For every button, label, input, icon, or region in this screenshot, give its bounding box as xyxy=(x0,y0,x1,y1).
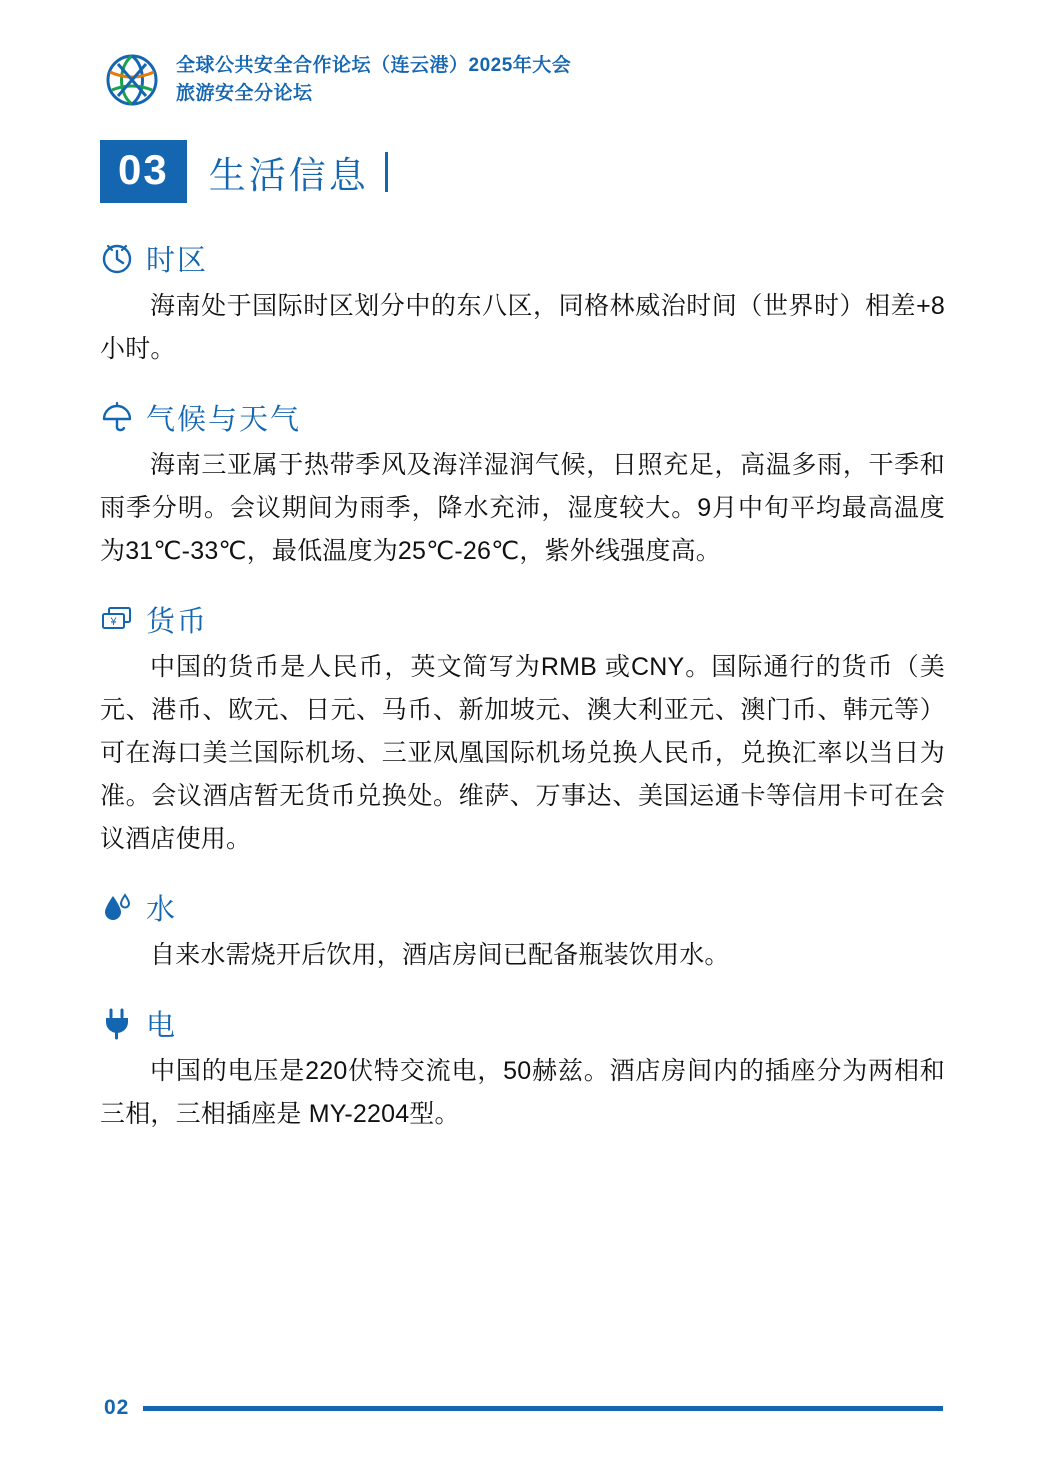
subsection-header xyxy=(100,238,945,279)
subsection-header xyxy=(100,887,945,928)
section-heading-divider xyxy=(385,152,388,192)
power-plug-icon xyxy=(100,1007,134,1041)
document-header xyxy=(104,52,571,108)
content-block-timezone xyxy=(100,238,945,371)
subsection-paragraph: 中国的电压是220伏特交流电，50赫兹。酒店房间内的插座分为两相和三相，三相插座是 MY-2204型。 xyxy=(100,1057,945,1128)
header-title-group xyxy=(176,54,571,106)
document-content xyxy=(100,212,945,1142)
subsection-paragraph: 自来水需烧开后饮用，酒店房间已配备瓶装饮用水。 xyxy=(150,941,730,969)
subsection-paragraph: 海南三亚属于热带季风及海洋湿润气候，日照充足，高温多雨，干季和雨季分明。会议期间为雨季，降水充沛，湿度较大。9月中旬平均最高温度为31℃-33℃，最低温度为25℃-26℃，紫外线强度高。 xyxy=(100,451,945,565)
subsection-header xyxy=(100,1003,945,1044)
globe-forum-logo-icon xyxy=(104,52,160,108)
clock-icon xyxy=(100,242,134,276)
subsection-title: 气候与天气 xyxy=(146,404,302,436)
page-number: 02 xyxy=(104,1396,130,1419)
banknote-icon xyxy=(100,603,134,637)
water-drop-icon xyxy=(100,891,134,925)
document-footer xyxy=(104,1396,943,1420)
section-number: 03 xyxy=(100,140,187,203)
subsection-paragraph: 海南处于国际时区划分中的东八区，同格林威治时间（世界时）相差+8小时。 xyxy=(100,292,945,363)
subsection-title: 货币 xyxy=(146,606,209,638)
umbrella-icon xyxy=(100,401,134,435)
subsection-title: 水 xyxy=(146,894,178,926)
content-block-electricity xyxy=(100,1003,945,1136)
content-block-currency xyxy=(100,599,945,861)
section-heading-label: 生活信息 xyxy=(208,154,369,196)
header-title-line-2: 旅游安全分论坛 xyxy=(176,83,313,104)
header-title-line-1: 全球公共安全合作论坛（连云港）2025年大会 xyxy=(176,55,572,77)
section-heading xyxy=(209,145,388,199)
subsection-header xyxy=(100,397,945,438)
section-title xyxy=(100,140,388,203)
svg-text:¥: ¥ xyxy=(110,615,117,628)
subsection-paragraph: 中国的货币是人民币，英文简写为RMB 或CNY。国际通行的货币（美元、港币、欧元、日元、马币、新加坡元、澳大利亚元、澳门币、韩元等）可在海口美兰国际机场、三亚凤凰国际机场兑换人民币，兑换汇率以当日为准。会议酒店暂无货币兑换处。维萨、万事达、美国运通卡等信用卡可在会议酒店使用。 xyxy=(100,653,945,853)
content-block-water xyxy=(100,887,945,977)
subsection-header xyxy=(100,599,945,640)
subsection-title: 时区 xyxy=(146,245,209,277)
footer-divider xyxy=(143,1406,943,1411)
content-block-climate xyxy=(100,397,945,573)
subsection-title: 电 xyxy=(146,1010,178,1042)
